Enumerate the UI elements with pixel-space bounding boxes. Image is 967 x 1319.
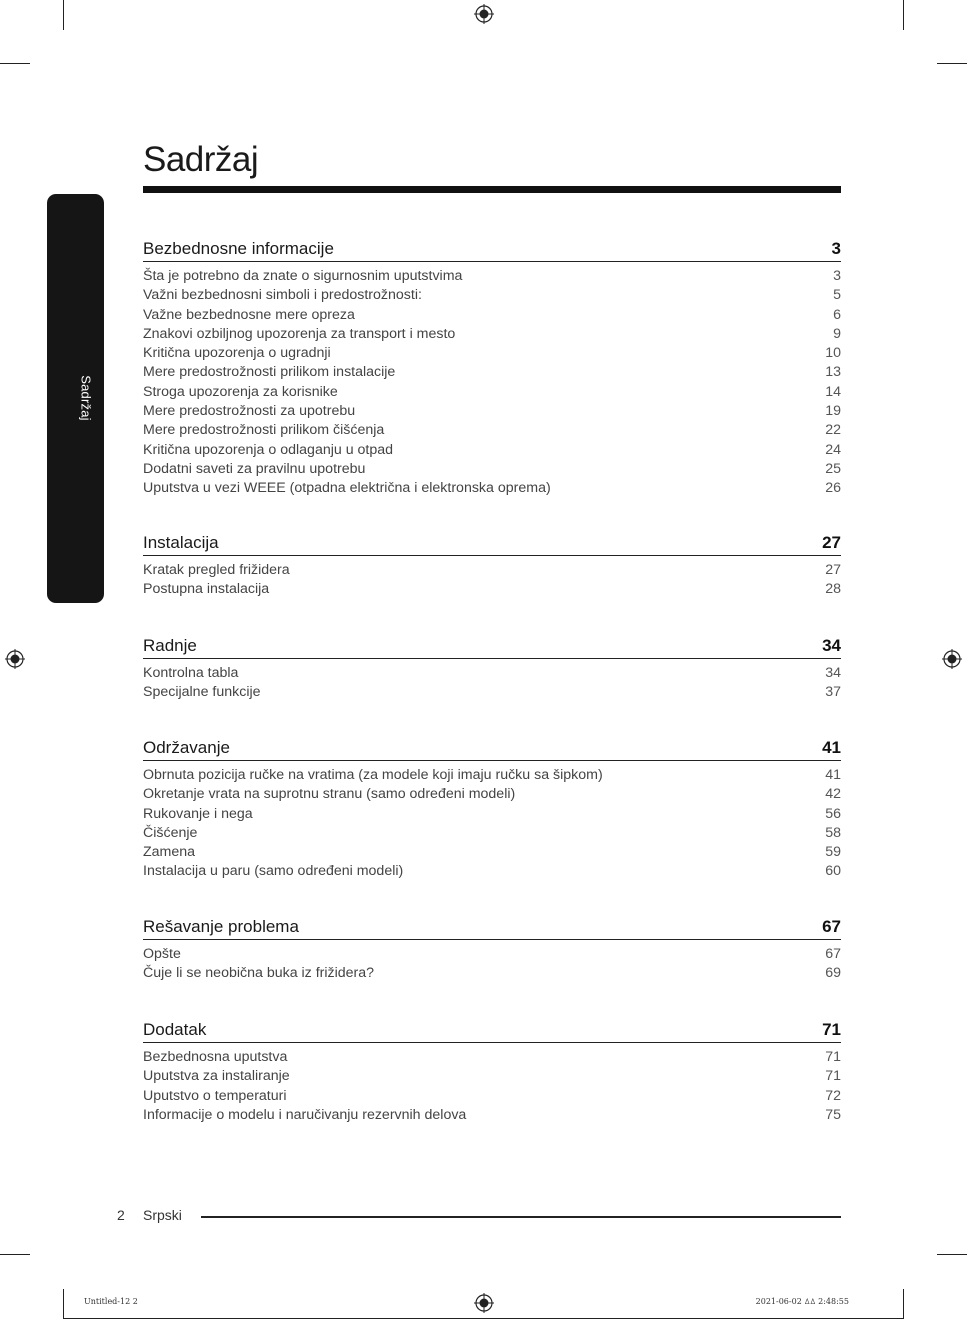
toc-section-safety: [143, 235, 841, 499]
toc-entry: [143, 805, 841, 824]
crop-mark: [63, 0, 64, 30]
section-heading: [143, 529, 841, 556]
toc-entry-text: Uputstvo o temperaturi: [143, 1087, 287, 1104]
crop-mark: [63, 1289, 64, 1319]
toc-section-maintenance: [143, 734, 841, 882]
toc-entry-page: 25: [825, 460, 841, 477]
section-page-number: 41: [822, 738, 841, 757]
crop-mark: [903, 0, 904, 30]
toc-entry-text: Specijalne funkcije: [143, 684, 261, 701]
toc-entry: [143, 945, 841, 964]
toc-entry-page: 71: [825, 1068, 841, 1085]
toc-entry-text: Kratak pregled frižidera: [143, 562, 290, 578]
toc-entry: [143, 824, 841, 843]
toc-entry-page: 3: [833, 268, 841, 284]
toc-entry: [143, 421, 841, 440]
crop-mark: [0, 1254, 30, 1255]
toc-entry-text: Kritična upozorenja o odlaganju u otpad: [143, 441, 394, 458]
toc-entry-page: 22: [825, 422, 841, 439]
side-tab-label: Sadržaj: [78, 375, 94, 421]
section-page-number: 67: [822, 917, 841, 936]
toc-entry: [143, 402, 841, 421]
toc-entry-page: 19: [825, 403, 841, 420]
section-heading: [143, 734, 841, 761]
toc-entry: [143, 766, 841, 785]
toc-entry: [143, 441, 841, 460]
toc-entry-text: Uputstva u vezi WEEE (otpadna električna i elektronska oprema): [143, 480, 551, 497]
section-page-number: 3: [831, 239, 841, 258]
toc-entry-text: Zamena: [143, 844, 196, 861]
toc-entry-page: 14: [825, 383, 841, 400]
toc-entry-text: Važne bezbednosne mere opreza: [143, 306, 355, 323]
crop-mark: [0, 63, 30, 64]
section-page-number: 27: [822, 533, 841, 552]
toc-entry: [143, 325, 841, 344]
toc-entry-page: 42: [825, 786, 841, 803]
toc-entry: [143, 580, 841, 599]
toc-entry-text: Postupna instalacija: [143, 581, 270, 598]
toc-entry-text: Dodatni saveti za pravilnu upotrebu: [143, 460, 366, 477]
section-page-number: 71: [822, 1020, 841, 1039]
section-title: Održavanje: [143, 738, 230, 757]
print-slug-left: Untitled-12 2: [84, 1297, 138, 1306]
toc-entry-page: 26: [825, 480, 841, 497]
registration-mark-icon: [5, 649, 25, 669]
toc-entry-page: 58: [825, 824, 841, 841]
toc-entry-page: 72: [825, 1087, 841, 1104]
toc-entry-page: 75: [825, 1106, 841, 1123]
toc-entry-text: Mere predostrožnosti prilikom čišćenja: [143, 422, 385, 439]
section-page-number: 34: [822, 636, 841, 655]
toc-entry: [143, 843, 841, 862]
footer-page-number: 2: [117, 1207, 125, 1223]
toc-entry-page: 56: [825, 805, 841, 822]
toc-entry: [143, 785, 841, 804]
toc-entry-text: Bezbednosna uputstva: [143, 1049, 288, 1065]
toc-entry-text: Uputstva za instaliranje: [143, 1068, 290, 1085]
title-rule: [143, 186, 841, 193]
toc-entry-text: Informacije o modelu i naručivanju rezervnih delova: [143, 1106, 467, 1123]
toc-section-troubleshooting: [143, 913, 841, 984]
toc-entry-page: 13: [825, 364, 841, 381]
toc-entry: [143, 479, 841, 498]
section-title: Instalacija: [143, 533, 219, 552]
side-tab: [47, 194, 104, 603]
toc-section-operations: [143, 632, 841, 703]
section-title: Bezbednosne informacije: [143, 239, 334, 258]
toc-entry-text: Kritična upozorenja o ugradnji: [143, 345, 331, 362]
section-heading: [143, 1016, 841, 1043]
toc-entry-text: Instalacija u paru (samo određeni modeli): [143, 863, 404, 880]
toc-entry: [143, 363, 841, 382]
toc-entry-text: Mere predostrožnosti za upotrebu: [143, 403, 356, 420]
toc-entry-page: 5: [833, 287, 841, 304]
toc-entry-page: 9: [833, 325, 841, 342]
footer-rule: [201, 1216, 841, 1218]
section-heading: [143, 235, 841, 262]
toc-entry: [143, 964, 841, 983]
toc-entry-page: 6: [833, 306, 841, 323]
toc-entry-text: Važni bezbednosni simboli i predostrožnosti:: [143, 287, 422, 304]
toc-entry: [143, 1048, 841, 1067]
toc-entry-text: Znakovi ozbiljnog upozorenja za transport i mesto: [143, 325, 456, 342]
toc-entry: [143, 383, 841, 402]
toc-entry-text: Rukovanje i nega: [143, 805, 253, 822]
section-heading: [143, 913, 841, 940]
toc-entry: [143, 1106, 841, 1125]
toc-entry-text: Čuje li se neobična buka iz frižidera?: [143, 965, 375, 982]
toc-entry-page: 41: [825, 767, 841, 783]
registration-mark-icon: [474, 4, 494, 24]
toc-entry-page: 69: [825, 965, 841, 982]
toc-entry: [143, 344, 841, 363]
toc-entry: [143, 862, 841, 881]
toc-entry: [143, 561, 841, 580]
registration-mark-icon: [942, 649, 962, 669]
toc-entry-text: Obrnuta pozicija ručke na vratima (za modele koji imaju ručku sa šipkom): [143, 767, 603, 783]
toc-entry-page: 28: [825, 581, 841, 598]
toc-entry-text: Čišćenje: [143, 824, 198, 841]
toc-entry-page: 60: [825, 863, 841, 880]
toc-entry-page: 27: [825, 562, 841, 578]
toc-entry: [143, 664, 841, 683]
toc-entry: [143, 1067, 841, 1086]
toc-entry-text: Stroga upozorenja za korisnike: [143, 383, 338, 400]
toc-entry-page: 37: [825, 684, 841, 701]
toc-entry: [143, 683, 841, 702]
crop-mark: [903, 1289, 904, 1319]
section-title: Dodatak: [143, 1020, 207, 1039]
toc-entry-page: 71: [825, 1049, 841, 1065]
toc-entry-text: Okretanje vrata na suprotnu stranu (samo određeni modeli): [143, 786, 516, 803]
toc-entry-text: Opšte: [143, 946, 181, 962]
section-heading: [143, 632, 841, 659]
crop-mark: [937, 63, 967, 64]
toc-entry: [143, 306, 841, 325]
toc-section-installation: [143, 529, 841, 600]
crop-mark: [937, 1254, 967, 1255]
toc-entry-text: Šta je potrebno da znate o sigurnosnim uputstvima: [143, 268, 463, 284]
footer-language: Srpski: [143, 1207, 182, 1223]
toc-section-appendix: [143, 1016, 841, 1125]
toc-entry-page: 24: [825, 441, 841, 458]
section-title: Radnje: [143, 636, 197, 655]
toc-entry: [143, 460, 841, 479]
toc-entry-page: 34: [825, 665, 841, 681]
page-title: Sadržaj: [143, 140, 259, 179]
toc-entry-page: 59: [825, 844, 841, 861]
toc-entry: [143, 267, 841, 286]
toc-entry: [143, 1087, 841, 1106]
print-slug-right: 2021-06-02 ꕔꕔ 2:48:55: [755, 1297, 849, 1306]
toc-entry-text: Mere predostrožnosti prilikom instalacije: [143, 364, 396, 381]
toc-entry-page: 10: [825, 345, 841, 362]
toc-entry-text: Kontrolna tabla: [143, 665, 239, 681]
toc-entry-page: 67: [825, 946, 841, 962]
registration-mark-icon: [474, 1293, 494, 1313]
section-title: Rešavanje problema: [143, 917, 299, 936]
toc-entry: [143, 286, 841, 305]
